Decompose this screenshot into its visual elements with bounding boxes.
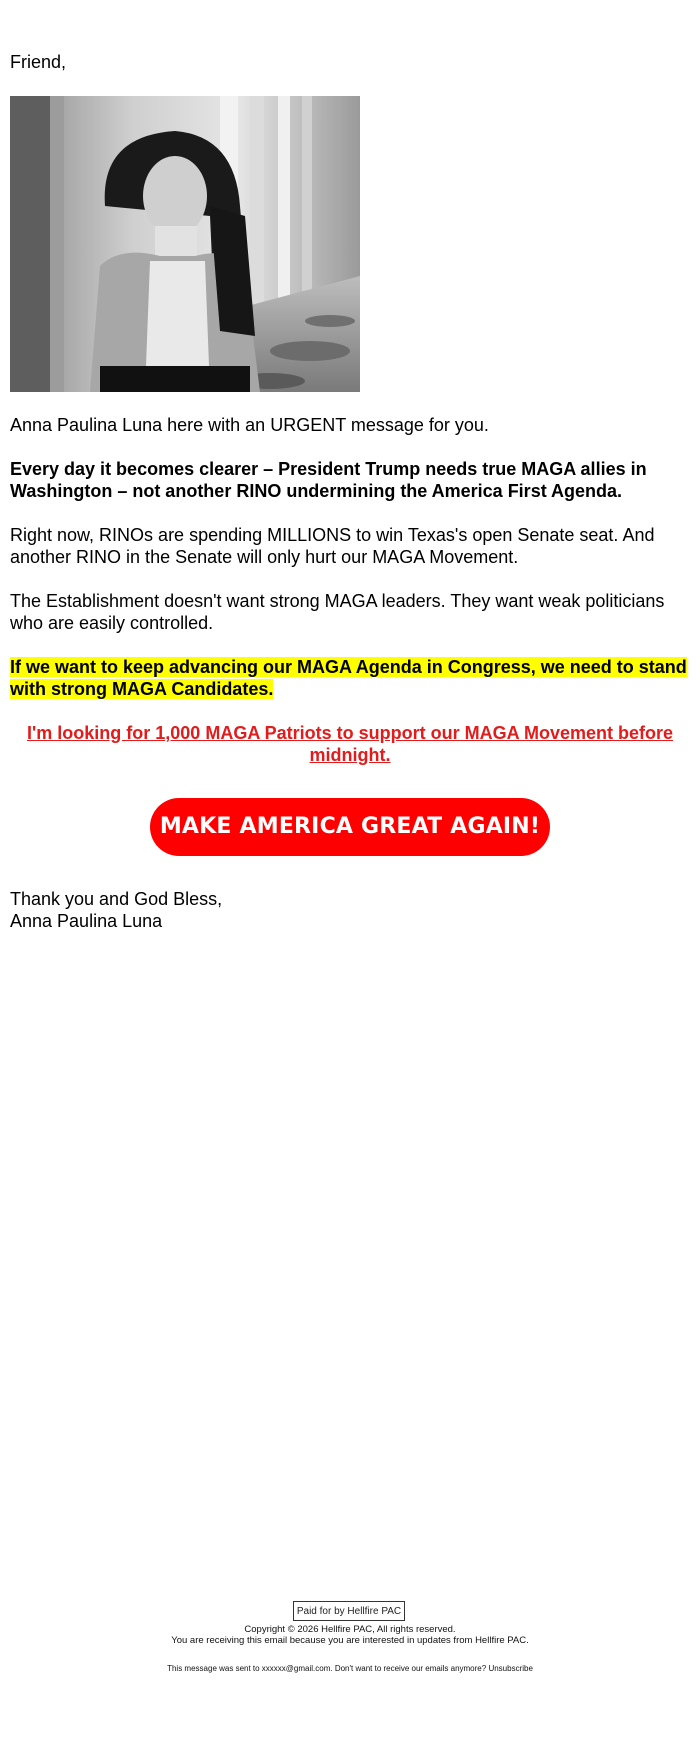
support-link[interactable]: I'm looking for 1,000 MAGA Patriots to support our MAGA Movement before midnight. (27, 723, 673, 765)
highlight-text: If we want to keep advancing our MAGA Agenda in Congress, we need to stand with strong MAGA Candidates. (10, 657, 687, 699)
rinos-paragraph: Right now, RINOs are spending MILLIONS to win Texas's open Senate seat. And another RINO in the Senate will only hurt our MAGA Movement. (10, 525, 655, 567)
signature-text: Anna Paulina Luna (10, 911, 163, 931)
portrait-image (10, 96, 360, 392)
establishment-paragraph: The Establishment doesn't want strong MAGA leaders. They want weak politicians who are easily controlled. (10, 591, 665, 633)
sent-to-line (0, 1664, 700, 1674)
portrait-photo (10, 96, 360, 392)
highlighted-paragraph (10, 656, 690, 700)
paid-for-box: Paid for by Hellfire PAC (293, 1601, 405, 1621)
intro-text: Anna Paulina Luna here with an URGENT message for you. (10, 415, 489, 435)
receiving-reason-text: You are receiving this email because you are interested in updates from Hellfire PAC. (171, 1635, 529, 1646)
sent-to-text: This message was sent to xxxxxx@gmail.com. Don't want to receive our emails anymore? (167, 1664, 487, 1673)
make-america-great-again-button[interactable]: MAKE AMERICA GREAT AGAIN! (150, 798, 550, 856)
bold-paragraph: Every day it becomes clearer – President Trump needs true MAGA allies in Washington – not another RINO undermining the America First Agenda. (10, 459, 647, 501)
copyright-text: Copyright © 2026 Hellfire PAC, All rights reserved. (244, 1624, 456, 1635)
signoff-text: Thank you and God Bless, (10, 889, 223, 909)
unsubscribe-link[interactable]: Unsubscribe (488, 1664, 533, 1673)
greeting: Friend, (10, 52, 67, 72)
